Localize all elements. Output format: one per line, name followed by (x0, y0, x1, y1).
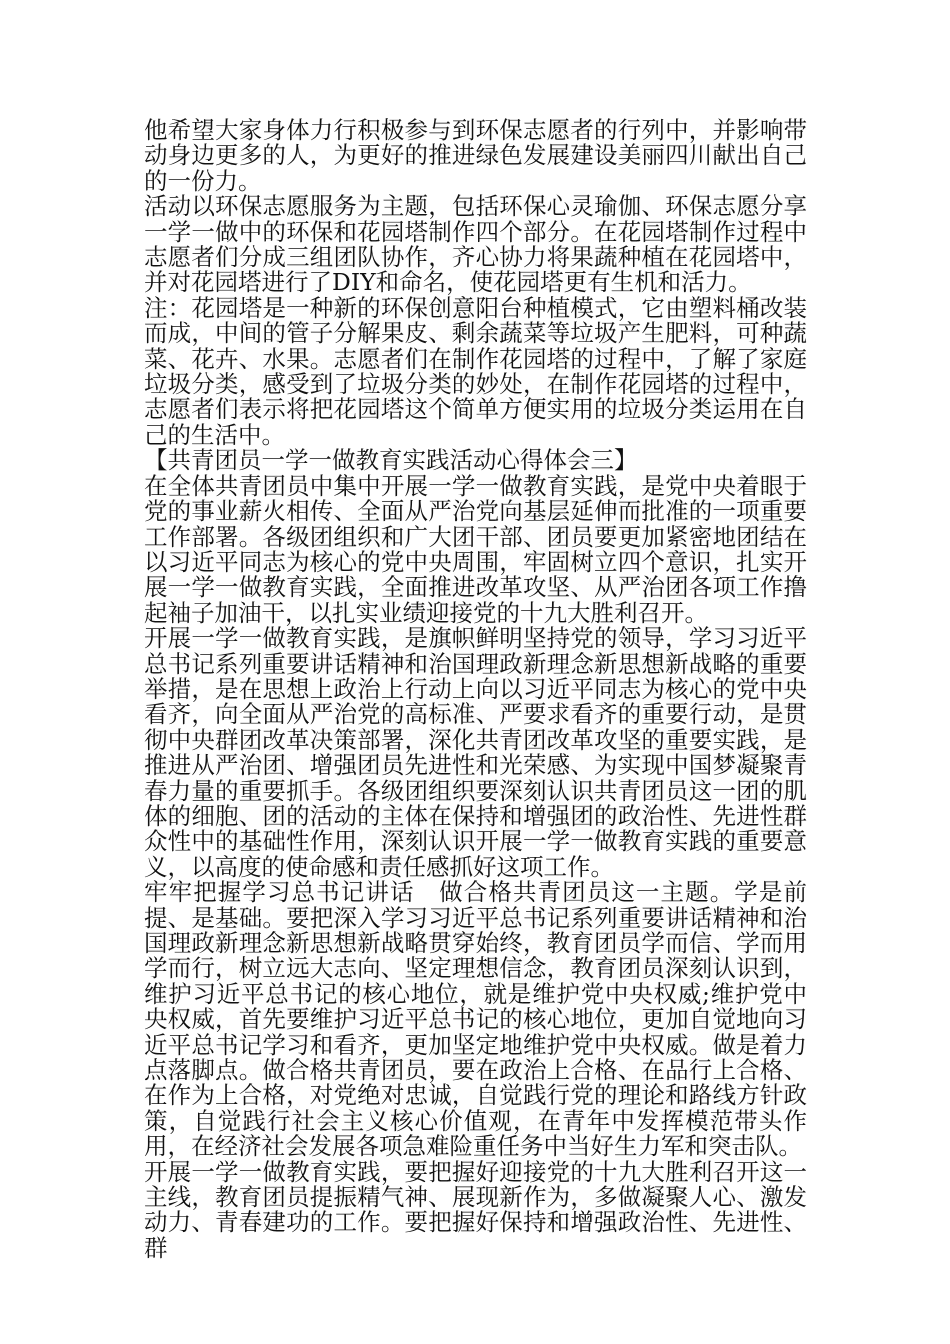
paragraph: 在全体共青团员中集中开展一学一做教育实践，是党中央着眼于党的事业薪火相传、全面从严治党向基层延伸而批准的一项重要工作部署。各级团组织和广大团干部、团员要更加紧密地团结在以习近平同志为核心的党中央周围，牢固树立四个意识，扎实开展一学一做教育实践，全面推进改革攻坚、从严治团各项工作撸起袖子加油干，以扎实业绩迎接党的十九大胜利召开。 (144, 471, 807, 627)
section-heading: 【共青团员一学一做教育实践活动心得体会三】 (144, 446, 638, 475)
paragraph: 注：花园塔是一种新的环保创意阳台种植模式，它由塑料桶改装而成，中间的管子分解果皮、剩余蔬菜等垃圾产生肥料，可种蔬菜、花卉、水果。志愿者们在制作花园塔的过程中，了解了家庭垃圾分类，感受到了垃圾分类的妙处，在制作花园塔的过程中，志愿者们表示将把花园塔这个简单方便实用的垃圾分类运用在自己的生活中。 (144, 293, 807, 449)
paragraph: 开展一学一做教育实践，是旗帜鲜明坚持党的领导，学习习近平总书记系列重要讲话精神和治国理政新理念新思想新战略的重要举措，是在思想上政治上行动上向以习近平同志为核心的党中央看齐，向全面从严治党的高标准、严要求看齐的重要行动，是贯彻中央群团改革决策部署，深化共青团改革攻坚的重要实践，是推进从严治团、增强团员先进性和光荣感、为实现中国梦凝聚青春力量的重要抓手。各级团组织要深刻认识共青团员这一团的肌体的细胞、团的活动的主体在保持和增强团的政治性、先进性群众性中的基础性作用，深刻认识开展一学一做教育实践的重要意义，以高度的使命感和责任感抓好这项工作。 (144, 624, 807, 881)
paragraph: 牢牢把握学习总书记讲话 做合格共青团员这一主题。学是前提、是基础。要把深入学习习近平总书记系列重要讲话精神和治国理政新理念新思想新战略贯穿始终，教育团员学而信、学而用学而行，树立远大志向、坚定理想信念，教育团员深刻认识到，维护习近平总书记的核心地位，就是维护党中央权威;维护党中央权威，首先要维护习近平总书记的核心地位，更加自觉地向习近平总书记学习和看齐，更加坚定地维护党中央权威。做是着力点落脚点。做合格共青团员，要在政治上合格、在品行上合格、在作为上合格，对党绝对忠诚，自觉践行党的理论和路线方针政策，自觉践行社会主义核心价值观，在青年中发挥模范带头作用，在经济社会发展各项急难险重任务中当好生力军和突击队。 (144, 878, 807, 1161)
document-body (144, 118, 807, 1261)
paragraph: 活动以环保志愿服务为主题，包括环保心灵瑜伽、环保志愿分享一学一做中的环保和花园塔制作四个部分。在花园塔制作过程中志愿者们分成三组团队协作，齐心协力将果蔬种植在花园塔中，并对花园塔进行了DIY和命名，使花园塔更有生机和活力。 (144, 192, 807, 297)
paragraph: 开展一学一做教育实践，要把握好迎接党的十九大胜利召开这一主线，教育团员提振精气神、展现新作为，多做凝聚人心、激发动力、青春建功的工作。要把握好保持和增强政治性、先进性、群 (144, 1157, 807, 1262)
paragraph: 他希望大家身体力行积极参与到环保志愿者的行列中，并影响带动身边更多的人，为更好的推进绿色发展建设美丽四川献出自己的一份力。 (144, 116, 807, 195)
